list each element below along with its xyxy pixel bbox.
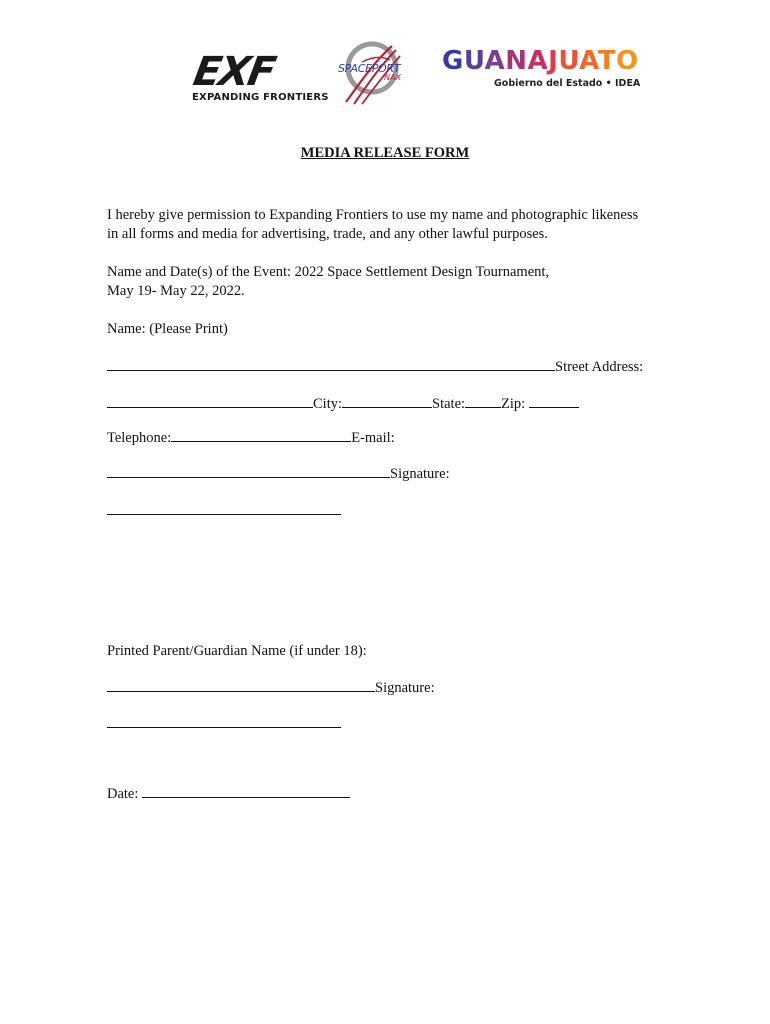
signature-field[interactable] (107, 500, 341, 515)
zip-field[interactable] (529, 393, 579, 408)
spaceport-logo (332, 40, 422, 110)
telephone-field[interactable] (171, 427, 351, 442)
email-field[interactable] (107, 463, 390, 478)
permission-line-1: I hereby give permission to Expanding Frontiers to use my name and photographic likeness (107, 207, 639, 223)
street-address-field[interactable] (107, 393, 313, 408)
guardian-signature-field[interactable] (107, 713, 341, 728)
permission-line-2: in all forms and media for advertising, trade, and any other lawful purposes. (107, 226, 548, 242)
email-label: E-mail: (351, 430, 395, 446)
email-row (107, 463, 450, 484)
guanajuato-logo-subtitle: Gobierno del Estado • IDEA (494, 78, 641, 89)
header-logos (190, 40, 660, 114)
guanajuato-letter: U (463, 46, 485, 76)
guardian-label: Printed Parent/Guardian Name (if under 18): (107, 643, 367, 659)
form-title: MEDIA RELEASE FORM (300, 145, 470, 161)
guanajuato-letter: T (597, 46, 617, 76)
exf-logo (189, 49, 329, 110)
guardian-signature-row (107, 713, 341, 734)
city-label: City: (313, 396, 343, 412)
state-label: State: (432, 396, 466, 412)
exf-logo-subtitle: EXPANDING FRONTIERS (192, 92, 329, 103)
event-line-1: Name and Date(s) of the Event: 2022 Space Settlement Design Tournament, (107, 264, 550, 280)
city-field[interactable] (342, 393, 432, 408)
date-field[interactable] (142, 783, 350, 798)
zip-label: Zip: (501, 396, 526, 412)
signature-label: Signature: (390, 466, 450, 482)
date-label: Date: (107, 786, 139, 802)
guanajuato-letter: U (558, 46, 580, 76)
signature-row (107, 500, 341, 521)
street-address-label: Street Address: (555, 359, 644, 375)
guanajuato-letter: A (579, 46, 598, 76)
name-label: Name: (Please Print) (107, 321, 228, 337)
name-row (107, 356, 643, 377)
name-field[interactable] (107, 356, 555, 371)
spaceport-swoosh-icon (332, 40, 422, 110)
guanajuato-logo (442, 46, 662, 106)
guardian-name-field[interactable] (107, 677, 375, 692)
guanajuato-letter: A (484, 46, 506, 76)
state-field[interactable] (465, 393, 501, 408)
guanajuato-letter: J (548, 46, 559, 76)
exf-logo-word: EXF (189, 49, 278, 95)
guanajuato-logo-word (442, 46, 662, 76)
guanajuato-letter: A (527, 46, 549, 76)
guanajuato-letter: N (505, 46, 528, 76)
guanajuato-letter: G (442, 46, 464, 76)
guardian-signature-label: Signature: (375, 680, 435, 696)
date-row (107, 783, 350, 804)
guanajuato-letter: O (616, 46, 639, 76)
event-line-2: May 19- May 22, 2022. (107, 283, 245, 299)
spaceport-logo-subtitle: NAX (384, 73, 401, 82)
guardian-name-row (107, 677, 435, 698)
contact-row (107, 427, 395, 448)
address-row (107, 393, 579, 414)
spaceport-logo-word: SPACEPORT (338, 62, 401, 75)
telephone-label: Telephone: (107, 430, 172, 446)
